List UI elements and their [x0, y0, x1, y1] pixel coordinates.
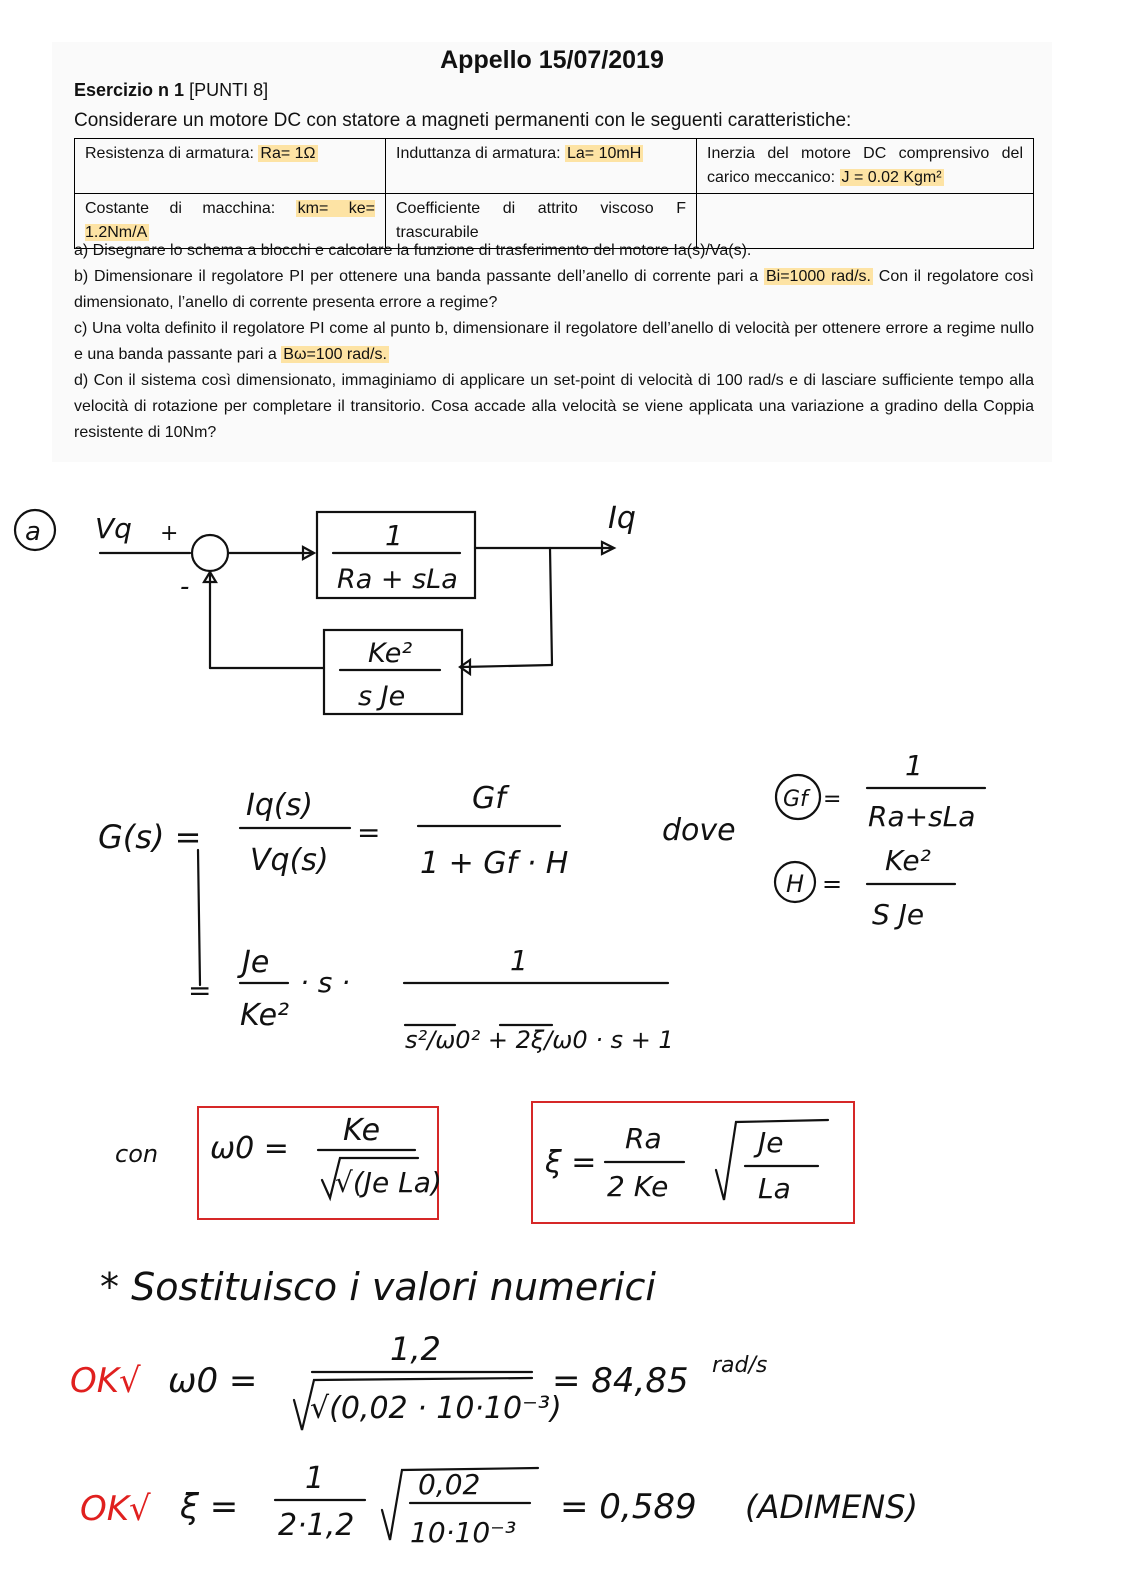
feedback-line: [550, 548, 552, 665]
w0-calc-den: √(0,02 · 10·10⁻³): [310, 1391, 562, 1426]
xi-sqrt-num: Je: [758, 1126, 784, 1159]
output-label: Iq: [608, 501, 636, 536]
xi-note: (ADIMENS): [745, 1488, 919, 1526]
line2-den: s²/ω0² + 2ξ/ω0 · s + 1: [405, 1026, 674, 1054]
cell-value: La= 10mH: [566, 145, 642, 162]
cell-label: Resistenza di armatura:: [85, 145, 259, 162]
w0-num: Ke: [343, 1113, 381, 1148]
feedback-num: Ke²: [368, 638, 413, 669]
h-label: H: [786, 870, 805, 898]
ratio-num: Iq(s): [246, 788, 313, 823]
question-c-highlight: Bω=100 rad/s.: [283, 346, 387, 363]
question-d: d) Con il sistema così dimensionato, immaginiamo di applicare un set-point di velocità di 100 rad/s e di lasciare sufficiente tempo alla velocità di rotazione per completare il transitorio. Cosa accade alla velocità se viene applicata una variazione a gradino della Coppia resistente di 10Nm?: [74, 372, 1034, 441]
line2-one: 1: [510, 944, 528, 977]
cell-label: Costante di macchina:: [85, 200, 296, 217]
question-b-text-end: Con il regolatore così dimensionato, l’anello di corrente presenta errore a regime?: [74, 268, 1034, 311]
xi-sqrt-den: La: [758, 1172, 791, 1205]
w0-unit: rad/s: [712, 1353, 768, 1378]
xi-calc-den: 2·1,2: [278, 1508, 355, 1543]
g-lhs: G(s) =: [98, 818, 202, 856]
h-def-num: Ke²: [885, 844, 931, 877]
eq-sign: =: [188, 974, 212, 1007]
equation-bracket: [198, 850, 200, 985]
exercise-points: [PUNTI 8]: [189, 80, 269, 100]
xi-frac-num: Ra: [625, 1122, 662, 1155]
question-a: a) Disegnare lo schema a blocchi e calcolare la funzione di trasferimento del motore Ia(s)/Va(s).: [74, 242, 752, 259]
xi-calc-sqrt-den: 10·10⁻³: [410, 1516, 517, 1549]
w0-result: = 84,85: [552, 1361, 689, 1401]
xi-lhs: ξ =: [545, 1145, 597, 1180]
forward-num: 1: [385, 519, 403, 552]
w0-calc-lhs: ω0 =: [168, 1361, 258, 1401]
line2-s: · s ·: [300, 966, 351, 999]
cell-label: Induttanza di armatura:: [396, 145, 565, 162]
gf-label: Gf: [783, 787, 808, 812]
w0-den: √(Je La): [335, 1166, 442, 1199]
feedback-den: s Je: [358, 681, 406, 712]
page-title: Appello 15/07/2019: [440, 46, 664, 74]
summing-node: [192, 535, 228, 571]
question-b-highlight: Bi=1000 rad/s.: [765, 268, 871, 285]
cell-label: Inerzia del motore DC comprensivo del carico meccanico:: [707, 145, 1023, 186]
feedback-line: [462, 665, 552, 667]
eq-sign: =: [823, 787, 842, 812]
sostituisco-text: * Sostituisco i valori numerici: [100, 1265, 656, 1309]
minus-sign: -: [180, 572, 190, 602]
eq-sign: =: [822, 870, 843, 898]
ratio-den: Vq(s): [250, 843, 329, 878]
eq-sign: =: [357, 816, 381, 849]
con-text: con: [115, 1140, 159, 1168]
cell-value: Ra= 1Ω: [260, 145, 316, 162]
forward-den: Ra + sLa: [337, 564, 458, 595]
ok-mark-1: OK√: [70, 1361, 141, 1401]
gf-def-den: Ra+sLa: [868, 800, 976, 833]
line2-frac-den: Ke²: [240, 998, 290, 1033]
ok-mark-2: OK√: [80, 1489, 151, 1529]
line2-frac-num: Je: [242, 945, 270, 980]
xi-calc-num: 1: [305, 1461, 325, 1496]
gf-den: 1 + Gf · H: [420, 846, 569, 881]
xi-calc-sqrt-num: 0,02: [418, 1468, 481, 1501]
gf-def-num: 1: [905, 749, 923, 782]
xi-result: = 0,589: [560, 1487, 697, 1527]
item-letter: a: [25, 517, 41, 547]
gf-num: Gf: [472, 781, 506, 816]
exercise-label: Esercizio n 1: [74, 80, 185, 100]
cell-value: km= ke= 1.2Nm/A: [85, 200, 376, 241]
xi-frac-den: 2 Ke: [607, 1170, 669, 1203]
question-c-text: c) Una volta definito il regolatore PI come al punto b, dimensionare il regolatore dell’anello di velocità per ottenere errore a regime nullo e una banda passante pari a: [74, 320, 1034, 363]
w0-calc-num: 1,2: [390, 1330, 441, 1368]
cell-value: J = 0.02 Kgm²: [841, 169, 942, 186]
question-b-text: b) Dimensionare il regolatore PI per ottenere una banda passante dell’anello di corrente pari a: [74, 268, 764, 285]
input-label: Vq: [95, 512, 132, 545]
exercise-intro: Considerare un motore DC con statore a magneti permanenti con le seguenti caratteristiche:: [74, 110, 852, 131]
plus-sign: +: [160, 521, 179, 546]
table-cell: Coefficiente di attrito viscoso F trascurabile: [386, 194, 697, 249]
w0-lhs: ω0 =: [210, 1131, 289, 1166]
xi-calc-lhs: ξ =: [180, 1487, 239, 1527]
h-def-den: S Je: [872, 898, 925, 931]
dove-text: dove: [662, 813, 736, 848]
